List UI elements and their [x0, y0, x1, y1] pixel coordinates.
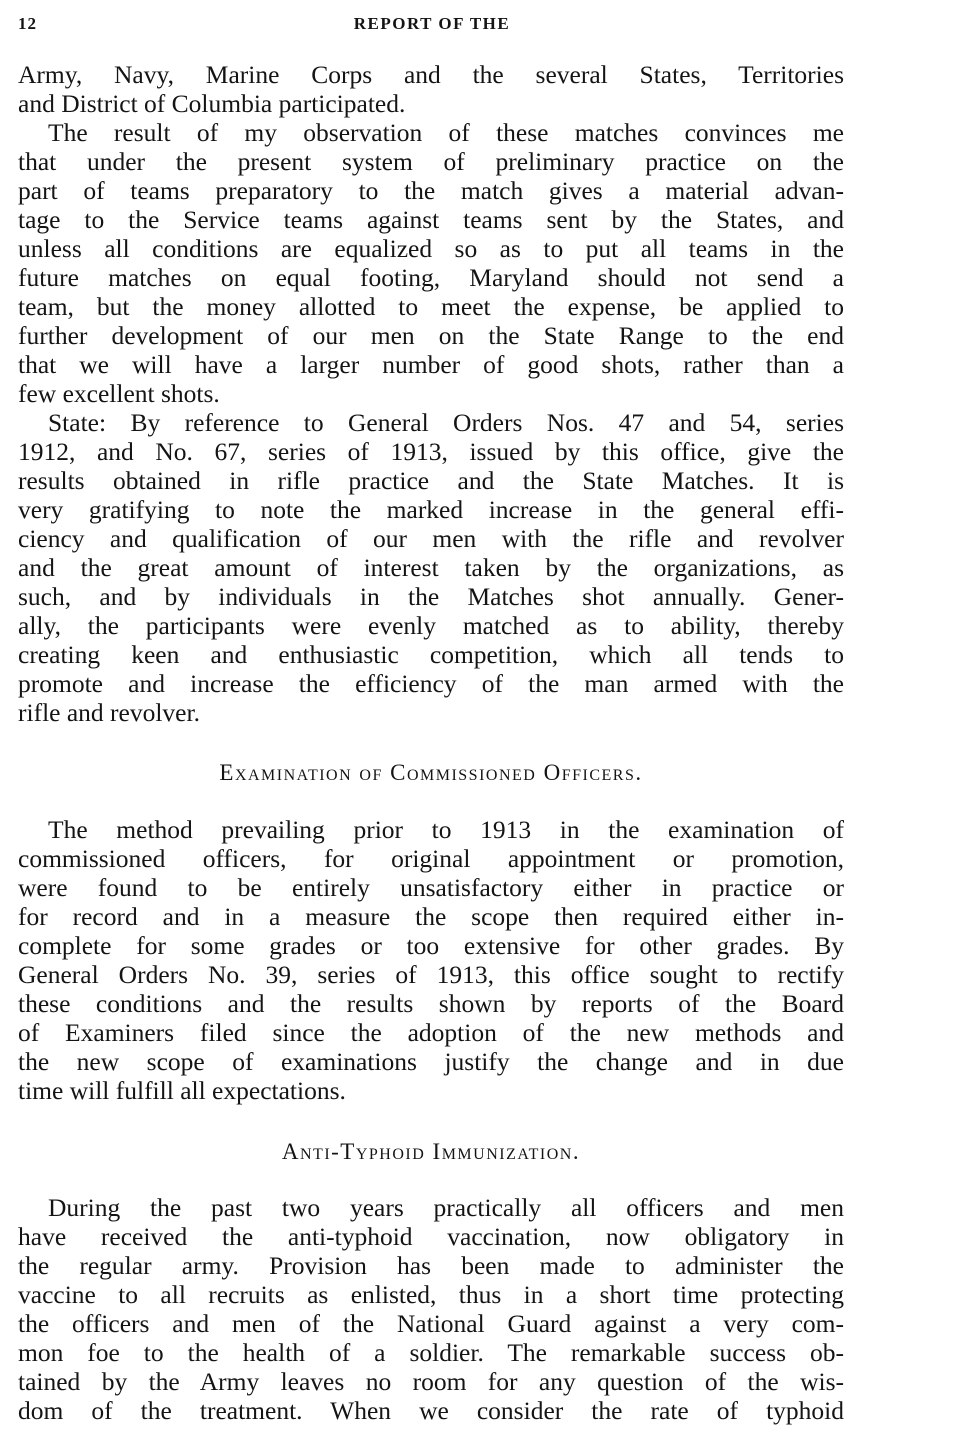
text-line: have received the anti-typhoid vaccination, now obligatory in	[18, 1222, 844, 1251]
text-line: further development of our men on the State Range to the end	[18, 321, 844, 350]
text-line: results obtained in rifle practice and the State Matches. It is	[18, 466, 844, 495]
text-line: promote and increase the efficiency of the man armed with the	[18, 669, 844, 698]
text-line: and District of Columbia participated.	[18, 89, 406, 118]
text-line: were found to be entirely unsatisfactory either in practice or	[18, 873, 844, 902]
text-line: mon foe to the health of a soldier. The remarkable success ob-	[18, 1338, 844, 1367]
text-line: rifle and revolver.	[18, 698, 200, 727]
text-line: Army, Navy, Marine Corps and the several States, Territories	[18, 60, 844, 89]
section-heading-examination: Examination of Commissioned Officers.	[219, 760, 643, 785]
text-line: for record and in a measure the scope then required either in-	[18, 902, 844, 931]
text-line: these conditions and the results shown by reports of the Board	[18, 989, 844, 1018]
text-line: vaccine to all recruits as enlisted, thus in a short time protecting	[18, 1280, 844, 1309]
text-line: the regular army. Provision has been made to administer the	[18, 1251, 844, 1280]
text-line: creating keen and enthusiastic competition, which all tends to	[18, 640, 844, 669]
text-line: the new scope of examinations justify the change and in due	[18, 1047, 844, 1076]
running-head	[18, 12, 846, 40]
text-line: General Orders No. 39, series of 1913, this office sought to rectify	[18, 960, 844, 989]
page-number: 12	[18, 14, 37, 33]
text-line: tained by the Army leaves no room for any question of the wis-	[18, 1367, 844, 1396]
text-line: 1912, and No. 67, series of 1913, issued by this office, give the	[18, 437, 844, 466]
text-line: tage to the Service teams against teams sent by the States, and	[18, 205, 844, 234]
text-line: the officers and men of the National Guard against a very com-	[18, 1309, 844, 1338]
text-line: of Examiners filed since the adoption of the new methods and	[18, 1018, 844, 1047]
text-line: The method prevailing prior to 1913 in the examination of	[48, 815, 844, 844]
text-line: part of teams preparatory to the match gives a material advan-	[18, 176, 844, 205]
text-line: During the past two years practically all officers and men	[48, 1193, 844, 1222]
text-line: State: By reference to General Orders Nos. 47 and 54, series	[48, 408, 844, 437]
text-line: ally, the participants were evenly matched as to ability, thereby	[18, 611, 844, 640]
text-line: commissioned officers, for original appointment or promotion,	[18, 844, 844, 873]
text-line: very gratifying to note the marked increase in the general effi-	[18, 495, 844, 524]
text-line: team, but the money allotted to meet the expense, be applied to	[18, 292, 844, 321]
text-line: ciency and qualification of our men with the rifle and revolver	[18, 524, 844, 553]
text-line: such, and by individuals in the Matches shot annually. Gener-	[18, 582, 844, 611]
text-line: dom of the treatment. When we consider the rate of typhoid	[18, 1396, 844, 1425]
text-line: that we will have a larger number of good shots, rather than a	[18, 350, 844, 379]
text-line: that under the present system of preliminary practice on the	[18, 147, 844, 176]
text-line: unless all conditions are equalized so as to put all teams in the	[18, 234, 844, 263]
text-line: time will fulfill all expectations.	[18, 1076, 346, 1105]
text-line: The result of my observation of these matches convinces me	[48, 118, 844, 147]
text-line: and the great amount of interest taken by the organizations, as	[18, 553, 844, 582]
running-title: REPORT OF THE	[353, 14, 511, 33]
text-line: complete for some grades or too extensive for other grades. By	[18, 931, 844, 960]
text-line: few excellent shots.	[18, 379, 220, 408]
section-heading-anti-typhoid: Anti-Typhoid Immunization.	[281, 1139, 581, 1164]
text-line: future matches on equal footing, Maryland should not send a	[18, 263, 844, 292]
